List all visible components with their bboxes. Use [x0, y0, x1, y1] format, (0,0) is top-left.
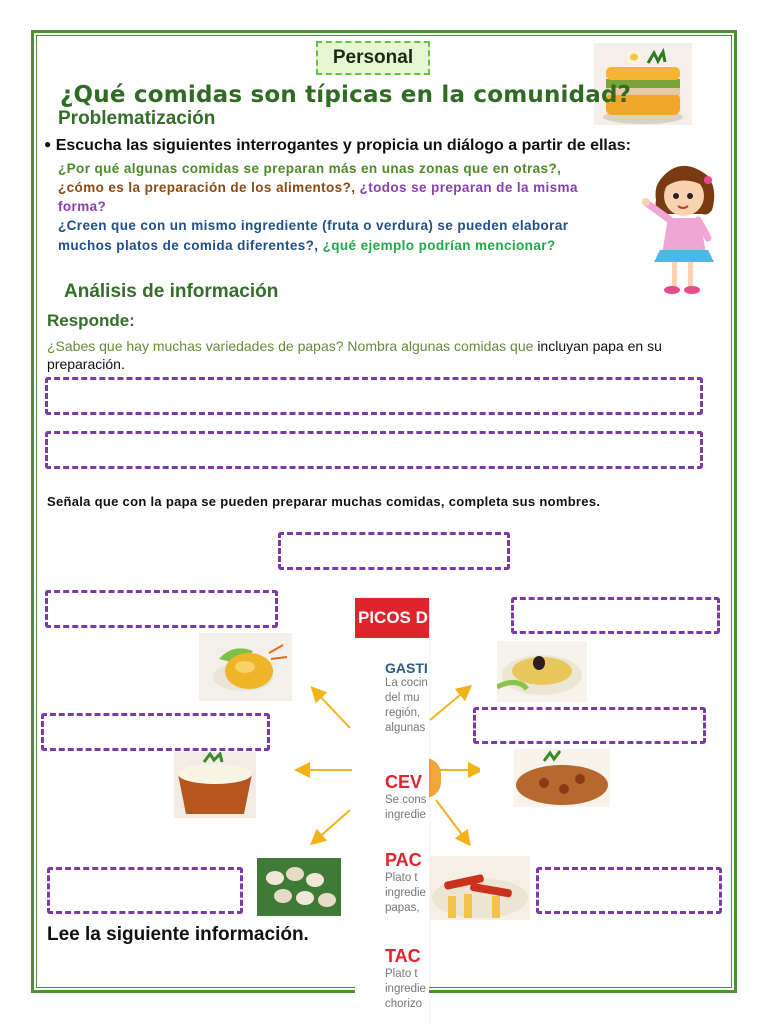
overlay-item-3-line: Plato t	[385, 872, 418, 884]
dish-name-box-left-3[interactable]	[47, 867, 243, 914]
overlay-header: PICOS D	[355, 598, 429, 638]
carapulcra-image	[514, 749, 610, 807]
potato-instruction: Señala que con la papa se pueden preparar muchas comidas, completa sus nombres.	[47, 494, 601, 509]
overlay-item-2-line: ingredie	[385, 809, 426, 821]
pure-image	[174, 752, 256, 818]
salchipapa-image	[430, 856, 530, 920]
overlay-item-2-title: CEV	[385, 772, 423, 792]
overlay-item-3-line: papas,	[385, 902, 420, 914]
overlay-item-1-title: GASTI	[385, 660, 428, 676]
question-3: ¿todos se preparan de la misma	[359, 180, 578, 195]
question-2-sep: ,	[351, 180, 356, 195]
overlay-item-4-line: ingredie	[385, 983, 426, 995]
question-4: ¿Creen que con un mismo ingrediente (fruta o verdura) se pueden elaborar	[58, 218, 569, 233]
overlay-item-3	[385, 850, 426, 916]
responde-label: Responde:	[47, 311, 135, 330]
overlay-item-1-line: del mu	[385, 692, 420, 704]
overlay-item-3-title: PAC	[385, 850, 422, 870]
footer-instruction: Lee la siguiente información.	[47, 924, 309, 945]
overlay-item-4-line: chorizo	[385, 998, 423, 1010]
bullet-dot: ●	[44, 137, 52, 151]
overlay-item-2-line: Se cons	[385, 794, 427, 806]
papas-sancochadas-image	[257, 858, 341, 916]
dish-name-box-top[interactable]	[278, 532, 510, 570]
page-title: ¿Qué comidas son típicas en la comunidad?	[60, 82, 632, 108]
dish-name-box-left-2[interactable]	[41, 713, 270, 751]
overlay-item-3-line: ingredie	[385, 887, 426, 899]
bullet-instruction	[44, 137, 631, 155]
overlay-item-4	[385, 946, 426, 1012]
overlay-item-2	[385, 772, 427, 823]
question-3-cont: forma?	[58, 199, 107, 214]
prompt-part-2: incluyan papa en su	[537, 338, 662, 354]
dish-name-box-right-3[interactable]	[536, 867, 722, 914]
girl-illustration	[632, 158, 722, 300]
dish-name-box-left-1[interactable]	[45, 590, 278, 628]
question-row-5	[58, 238, 556, 253]
question-4-cont: muchos platos de comida diferentes?,	[58, 238, 319, 253]
personal-badge: Personal	[316, 41, 430, 75]
question-5: ¿qué ejemplo podrían mencionar?	[322, 238, 556, 253]
overlay-item-4-line: Plato t	[385, 968, 418, 980]
overlay-item-1	[385, 660, 428, 736]
dish-name-box-right-1[interactable]	[511, 597, 720, 634]
overlay-item-4-title: TAC	[385, 946, 421, 966]
overlay-item-1-line: región,	[385, 707, 421, 719]
question-row-2	[58, 180, 578, 195]
question-1: ¿Por qué algunas comidas se preparan más en unas zonas que en otras?,	[58, 161, 562, 176]
prompt-part-3: preparación.	[47, 356, 125, 372]
bullet-text: Escucha las siguientes interrogantes y propicia un diálogo a partir de ellas:	[55, 137, 631, 154]
answer-box-1[interactable]	[45, 377, 703, 415]
analisis-heading: Análisis de información	[64, 281, 279, 302]
dish-name-box-right-2[interactable]	[473, 707, 706, 744]
prompt-part-1: ¿Sabes que hay muchas variedades de papas? Nombra algunas comidas que	[47, 338, 534, 354]
huancaina-image	[497, 641, 587, 702]
potato-prompt	[47, 337, 727, 373]
overlay-item-1-line: La cocin	[385, 677, 428, 689]
overlay-item-1-line: algunas	[385, 722, 426, 734]
overlay-sliver	[355, 598, 429, 1024]
question-2: ¿cómo es la preparación de los alimentos?	[58, 180, 352, 195]
papa-rellena-image	[199, 633, 292, 701]
answer-box-2[interactable]	[45, 431, 703, 469]
problematizacion-heading: Problematización	[58, 108, 216, 129]
